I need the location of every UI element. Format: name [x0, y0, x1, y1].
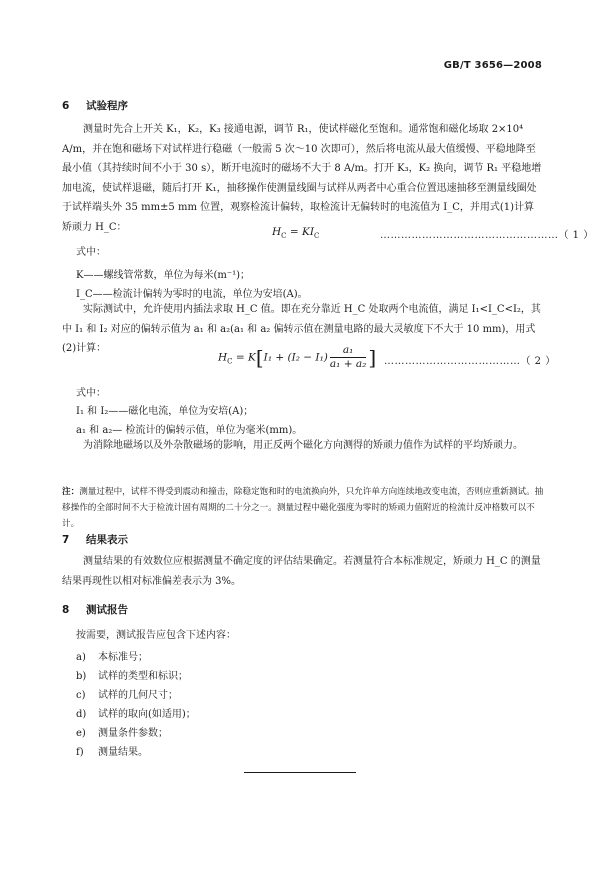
list-item: a) 本标准号； — [76, 652, 148, 663]
equation-2 — [62, 344, 556, 378]
equation-1-number: （ 1 ） — [558, 230, 594, 241]
definition-k: K——螺线管常数，单位为每米(m⁻¹)； — [76, 270, 251, 281]
definition-i1-i2: I₁ 和 I₂——磁化电流，单位为安培(A)； — [76, 406, 254, 417]
note-label: 注： — [62, 487, 80, 497]
list-item: d) 试样的取向(如适用)； — [76, 709, 196, 720]
definition-ic: I_C——检流计偏转为零时的电流，单位为安培(A)。 — [76, 289, 308, 300]
list-item: e) 测量条件参数； — [76, 728, 168, 739]
section-title: 测试报告 — [86, 604, 128, 616]
section-number: 7 — [62, 534, 70, 546]
definition-a1-a2: a₁ 和 a₂— 检流计的偏转示值，单位为毫米(mm)。 — [76, 425, 303, 436]
standard-number: GB/T 3656—2008 — [443, 60, 542, 71]
section-number: 6 — [62, 100, 70, 112]
section-number: 8 — [62, 604, 70, 616]
equation-1-formula: $H_C = KI_C$ — [272, 226, 320, 241]
equation-2-number: （ 2 ） — [520, 356, 556, 367]
list-item: f) 测量结果。 — [76, 747, 148, 758]
where-label-1: 式中： — [76, 247, 106, 258]
note-text: 测量过程中，试样不得受到震动和撞击，除稳定饱和时的电流换向外，只允许单方向连续地改变电流，否则应重新测试。抽移操作的全部时间不大于检流计固有周期的二十分之一。测量过程中磁化强度为零时的矫顽力值附近的检流计反冲格数可以不计。 — [62, 487, 544, 529]
section-7-heading — [62, 532, 128, 547]
averaging-paragraph: 为消除地磁场以及外杂散磁场的影响，用正反两个磁化方向测得的矫顽力值作为试样的平均矫顽力。 — [83, 440, 523, 451]
equation-1-leader: ……………………………………………（ 1 ） — [380, 230, 594, 241]
list-item: c) 试样的几何尺寸； — [76, 690, 178, 701]
report-intro: 按需要，测试报告应包含下述内容： — [76, 630, 236, 641]
procedure-paragraph: 测量时先合上开关 K₁，K₂，K₃ 接通电源，调节 R₁，使试样磁化至饱和。通常饱和磁化场取 2×10⁴ A/m，并在饱和磁场下对试样进行稳磁（一般需 5 次～10 次即可），然后将电流从最大值缓慢、平稳地降至最小值（其持续时间不小于 30 s），断开电流时的磁场不大于 8 A/m。打开 K₃，K₂ 换向，调节 R₁ 平稳地增加电流，使试样退磁，随后打开 K₁，抽移操作使测量线圈与试样从两者中心重合位置迅速抽移至测量线圈处于试样端头外 35 mm±5 mm 位置，观察检流计偏转，取检流计无偏转时的电流值为 I_C，并用式(1)计算矫顽力 H_C： — [62, 124, 542, 233]
section-8-heading — [62, 602, 128, 617]
results-paragraph: 测量结果的有效数位应根据测量不确定度的评估结果确定。若测量符合本标准规定，矫顽力 H_C 的测量结果再现性以相对标准偏差表示为 3%。 — [62, 556, 541, 587]
note-block — [62, 484, 544, 532]
end-of-document-rule — [244, 772, 356, 773]
equation-1 — [62, 226, 594, 244]
interpolation-paragraph: 实际测试中，允许使用内插法求取 H_C 值。即在充分靠近 H_C 处取两个电流值，满足 I₁<I_C<I₂，其中 I₁ 和 I₂ 对应的偏转示值为 a₁ 和 a₂(a₁ 和 a₂ 偏转示值在测量电路的最大灵敏度下不大于 10 mm)，用式(2)计算： — [62, 304, 541, 355]
equation-2-leader: …………………………………（ 2 ） — [384, 356, 556, 367]
section-title: 结果表示 — [86, 534, 128, 546]
list-item: b) 试样的类型和标识； — [76, 671, 188, 682]
equation-2-formula: $H_C = K[I_1 + (I_2 - I_1)$ $\frac{\text{a₁}}{\text{a₁ + a₂}}$ ] — [218, 344, 377, 370]
section-6-heading — [62, 98, 128, 113]
section-title: 试验程序 — [86, 100, 128, 112]
where-label-2: 式中： — [76, 388, 106, 399]
